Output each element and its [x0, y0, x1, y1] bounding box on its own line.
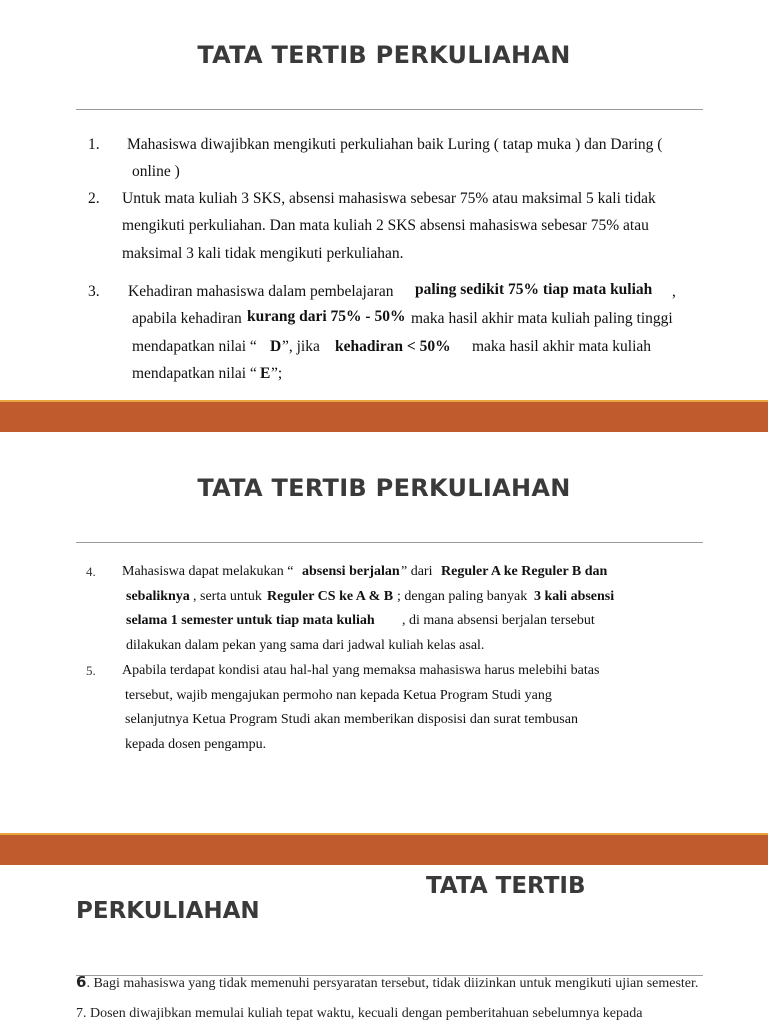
- slide-separator: [0, 833, 768, 865]
- item-text-fragment: , di mana absensi berjalan tersebut: [402, 613, 595, 628]
- item-number: 1.: [88, 136, 100, 153]
- item-text-fragment: maka hasil akhir mata kuliah: [472, 338, 652, 355]
- item-number: 5.: [86, 663, 96, 678]
- emphasis-text: paling sedikit 75% tiap mata kuliah: [415, 281, 653, 298]
- item-text-line: dilakukan dalam pekan yang sama dari jadwal kuliah kelas asal.: [126, 638, 485, 653]
- item-text-fragment: ”;: [271, 365, 283, 382]
- item-text-line: Untuk mata kuliah 3 SKS, absensi mahasiswa sebesar 75% atau maksimal 5 kali tidak: [122, 190, 656, 207]
- slide-title: TATA TERTIB PERKULIAHAN: [197, 41, 571, 69]
- item-number: 3.: [88, 283, 100, 300]
- rule-item-7: 7. Dosen diwajibkan memulai kuliah tepat waktu, kecuali dengan pemberitahuan sebelumnya kepada: [76, 1006, 643, 1021]
- item-text-line: tersebut, wajib mengajukan permoho nan kepada Ketua Program Studi yang: [125, 688, 552, 703]
- slide-title-part: TATA TERTIB: [426, 873, 586, 899]
- title-divider: [76, 542, 703, 543]
- item-number: 6: [76, 973, 87, 991]
- item-text-line: Mahasiswa diwajibkan mengikuti perkuliahan baik Luring ( tatap muka ) dan Daring (: [127, 136, 663, 153]
- item-text-fragment: ” dari: [401, 564, 433, 579]
- item-text-line: Apabila terdapat kondisi atau hal-hal yang memaksa mahasiswa harus melebihi batas: [122, 663, 600, 678]
- grade-d: D: [270, 338, 282, 355]
- emphasis-text: Reguler CS ke A & B: [267, 589, 394, 604]
- rule-item-6: [76, 975, 706, 991]
- item-text-fragment: ”, jika: [282, 338, 320, 355]
- item-number: 2.: [88, 190, 100, 207]
- item-text-line: kepada dosen pengampu.: [125, 737, 267, 752]
- item-text: . Bagi mahasiswa yang tidak memenuhi persyaratan tersebut, tidak diizinkan untuk mengikuti ujian semester.: [86, 976, 699, 991]
- emphasis-text: sebaliknya: [126, 589, 190, 604]
- item-text-line: Kehadiran mahasiswa dalam pembelajaran: [128, 283, 394, 300]
- item-text-fragment: Mahasiswa dapat melakukan “: [122, 564, 294, 579]
- item-text-line: mengikuti perkuliahan. Dan mata kuliah 2 SKS absensi mahasiswa sebesar 75% atau: [122, 217, 649, 234]
- item-text-fragment: ,: [672, 283, 676, 300]
- item-text-fragment: apabila kehadiran: [132, 310, 242, 327]
- emphasis-text: kurang dari 75% - 50%: [247, 308, 406, 325]
- emphasis-text: selama 1 semester untuk tiap mata kuliah: [126, 613, 375, 628]
- item-text-line: selanjutnya Ketua Program Studi akan memberikan disposisi dan surat tembusan: [125, 712, 578, 727]
- item-text-fragment: mendapatkan nilai “: [132, 365, 257, 382]
- item-text-line: maksimal 3 kali tidak mengikuti perkuliahan.: [122, 245, 404, 262]
- grade-e: E: [260, 365, 271, 382]
- slide-3: [0, 865, 768, 1024]
- emphasis-text: 3 kali absensi: [534, 589, 615, 604]
- title-divider: [76, 109, 703, 110]
- item-text-line: online ): [132, 163, 180, 180]
- item-text-fragment: mendapatkan nilai “: [132, 338, 257, 355]
- item-number: 4.: [86, 564, 96, 579]
- separator-accent-line: [0, 833, 768, 835]
- item-text-fragment: ; dengan paling banyak: [397, 589, 528, 604]
- emphasis-text: absensi berjalan: [302, 564, 400, 579]
- item-text-fragment: maka hasil akhir mata kuliah paling tinggi: [411, 310, 673, 327]
- emphasis-text: kehadiran < 50%: [335, 338, 451, 355]
- separator-accent-line: [0, 400, 768, 402]
- slide-separator: [0, 400, 768, 432]
- slide-2: [0, 432, 768, 832]
- slide-title: TATA TERTIB PERKULIAHAN: [197, 474, 571, 502]
- slide-1: [0, 0, 768, 400]
- emphasis-text: Reguler A ke Reguler B dan: [441, 564, 608, 579]
- slide-title-part: PERKULIAHAN: [76, 898, 260, 924]
- item-text-fragment: , serta untuk: [193, 589, 262, 604]
